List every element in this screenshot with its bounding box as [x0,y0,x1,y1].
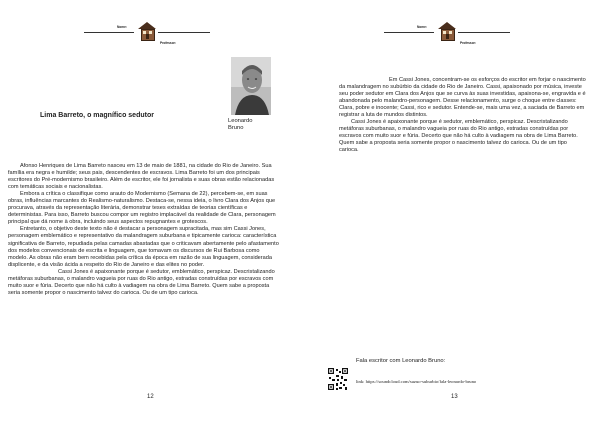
audio-caption: Fala escritor com Leonardo Bruno: [356,358,446,364]
professor-line [458,32,510,33]
paragraph: Em Cassi Jones, concentram-se os esforços do escritor em forjar o nascimento da malandragem no subúrbio da cidade do Rio de Janeiro. Cassi, apaixonado por música, investe seu poder sedutor em Clara dos Anjos que se curva às suas investidas, apaixona-se, engravida e é abandonada pelo malandro-personagem. Desse relacionamento, surge o choque entre classes: Clara, pobre e inocente; Cassi, rico e sedutor. Entende-se, mais uma vez, a saciada de Barreto em registrar a luta de mundos distintos. [339,77,586,119]
nome-label: Nome: [417,25,427,29]
page-header [0,22,300,52]
soundcloud-link[interactable]: link: https://soundcloud.com/suzuo-suburbio/fala-leonardo-bruno [356,379,477,384]
professor-label: Professor: [160,41,176,45]
page-number: 13 [451,394,458,400]
paragraph: Afonso Henriques de Lima Barreto nasceu em 13 de maio de 1881, na cidade do Rio de Janeiro. Sua família era negra e humilde; seus pais, descendentes de escravos. Lima Barreto foi um dos principais escritores do Pré-modernismo brasileiro. Além de escritor, ele foi jornalista e suas obras estão relacionadas com temáticas sociais e nacionalistas. [8,163,275,191]
right-page [300,0,600,424]
school-house-icon [438,22,456,40]
qr-code-icon[interactable] [327,367,349,391]
paragraph: Entretanto, o objetivo deste texto não é destacar a personagem supracitada, mas sim Cassi Jones, personagem emblemático e representativo da malandragem suburbana e tipicamente carioca: característica significativa de Barreto, repudiada pelas camadas abastadas que o criticavam abertamente pelo afastamento dos modelos convencionais de escrita e linguagem, que tomavam os discursos de Rui Barbosa como modelo. As obras não eram bem recebidas pela crítica da época em razão de sua linguagem, considerada displicente, e da visão ácida a respeito do Rio de Janeiro e das elites no poder. [8,226,279,268]
professor-line [158,32,210,33]
page-header [300,22,600,52]
nome-label: Nome: [117,25,127,29]
nome-line [84,32,134,33]
paragraph: Cassi Jones é apaixonante porque é sedutor, emblemático, perspicaz. Descristalizando metáforas suburbanas, o malandro vagueia por ruas do Rio antigo, estradas construídas por escravos com muito suor e fúria. Decerto que não há culto à vadiagem na obra de Lima Barreto. Quem sabe a proposta seria somente propor o nascimento talvez do carioca. Ou de um tipo carioca. [339,119,578,154]
paragraph: Embora a crítica o classifique como arauto do Modernismo (Semana de 22), percebem-se, em suas obras, influências marcantes do Realismo-naturalismo. Destaca-se, nessa ideia, o livro Clara dos Anjos que procurava, através da representação literária, demonstrar teses extraídas de teorias científicas e deterministas. Para isso, Barreto buscou compor um registro implacável da realidade de Clara, personagem principal que dá nome à obra, incluindo seus aspectos repugnantes e grotescos. [8,191,276,226]
author-photo [231,57,271,115]
professor-label: Professor: [460,41,476,45]
nome-line [384,32,434,33]
article-body-right [339,77,587,155]
article-body-left [8,163,280,297]
photo-caption: Leonardo Bruno [228,118,253,131]
school-house-icon [138,22,156,40]
article-title: Lima Barreto, o magnífico sedutor [40,112,154,119]
page-number: 12 [147,394,154,400]
paragraph: Cassi Jones é apaixonante porque é sedutor, emblemático, perspicaz. Descristalizando metáforas suburbanas, o malandro vagueia por ruas do Rio antigo, estradas construídas por escravos com muito suor e fúria. Decerto que não há culto à vadiagem na obra de Lima Barreto. Quem sabe a proposta seria somente propor o nascimento talvez do carioca. Ou de um tipo carioca. [8,268,275,296]
